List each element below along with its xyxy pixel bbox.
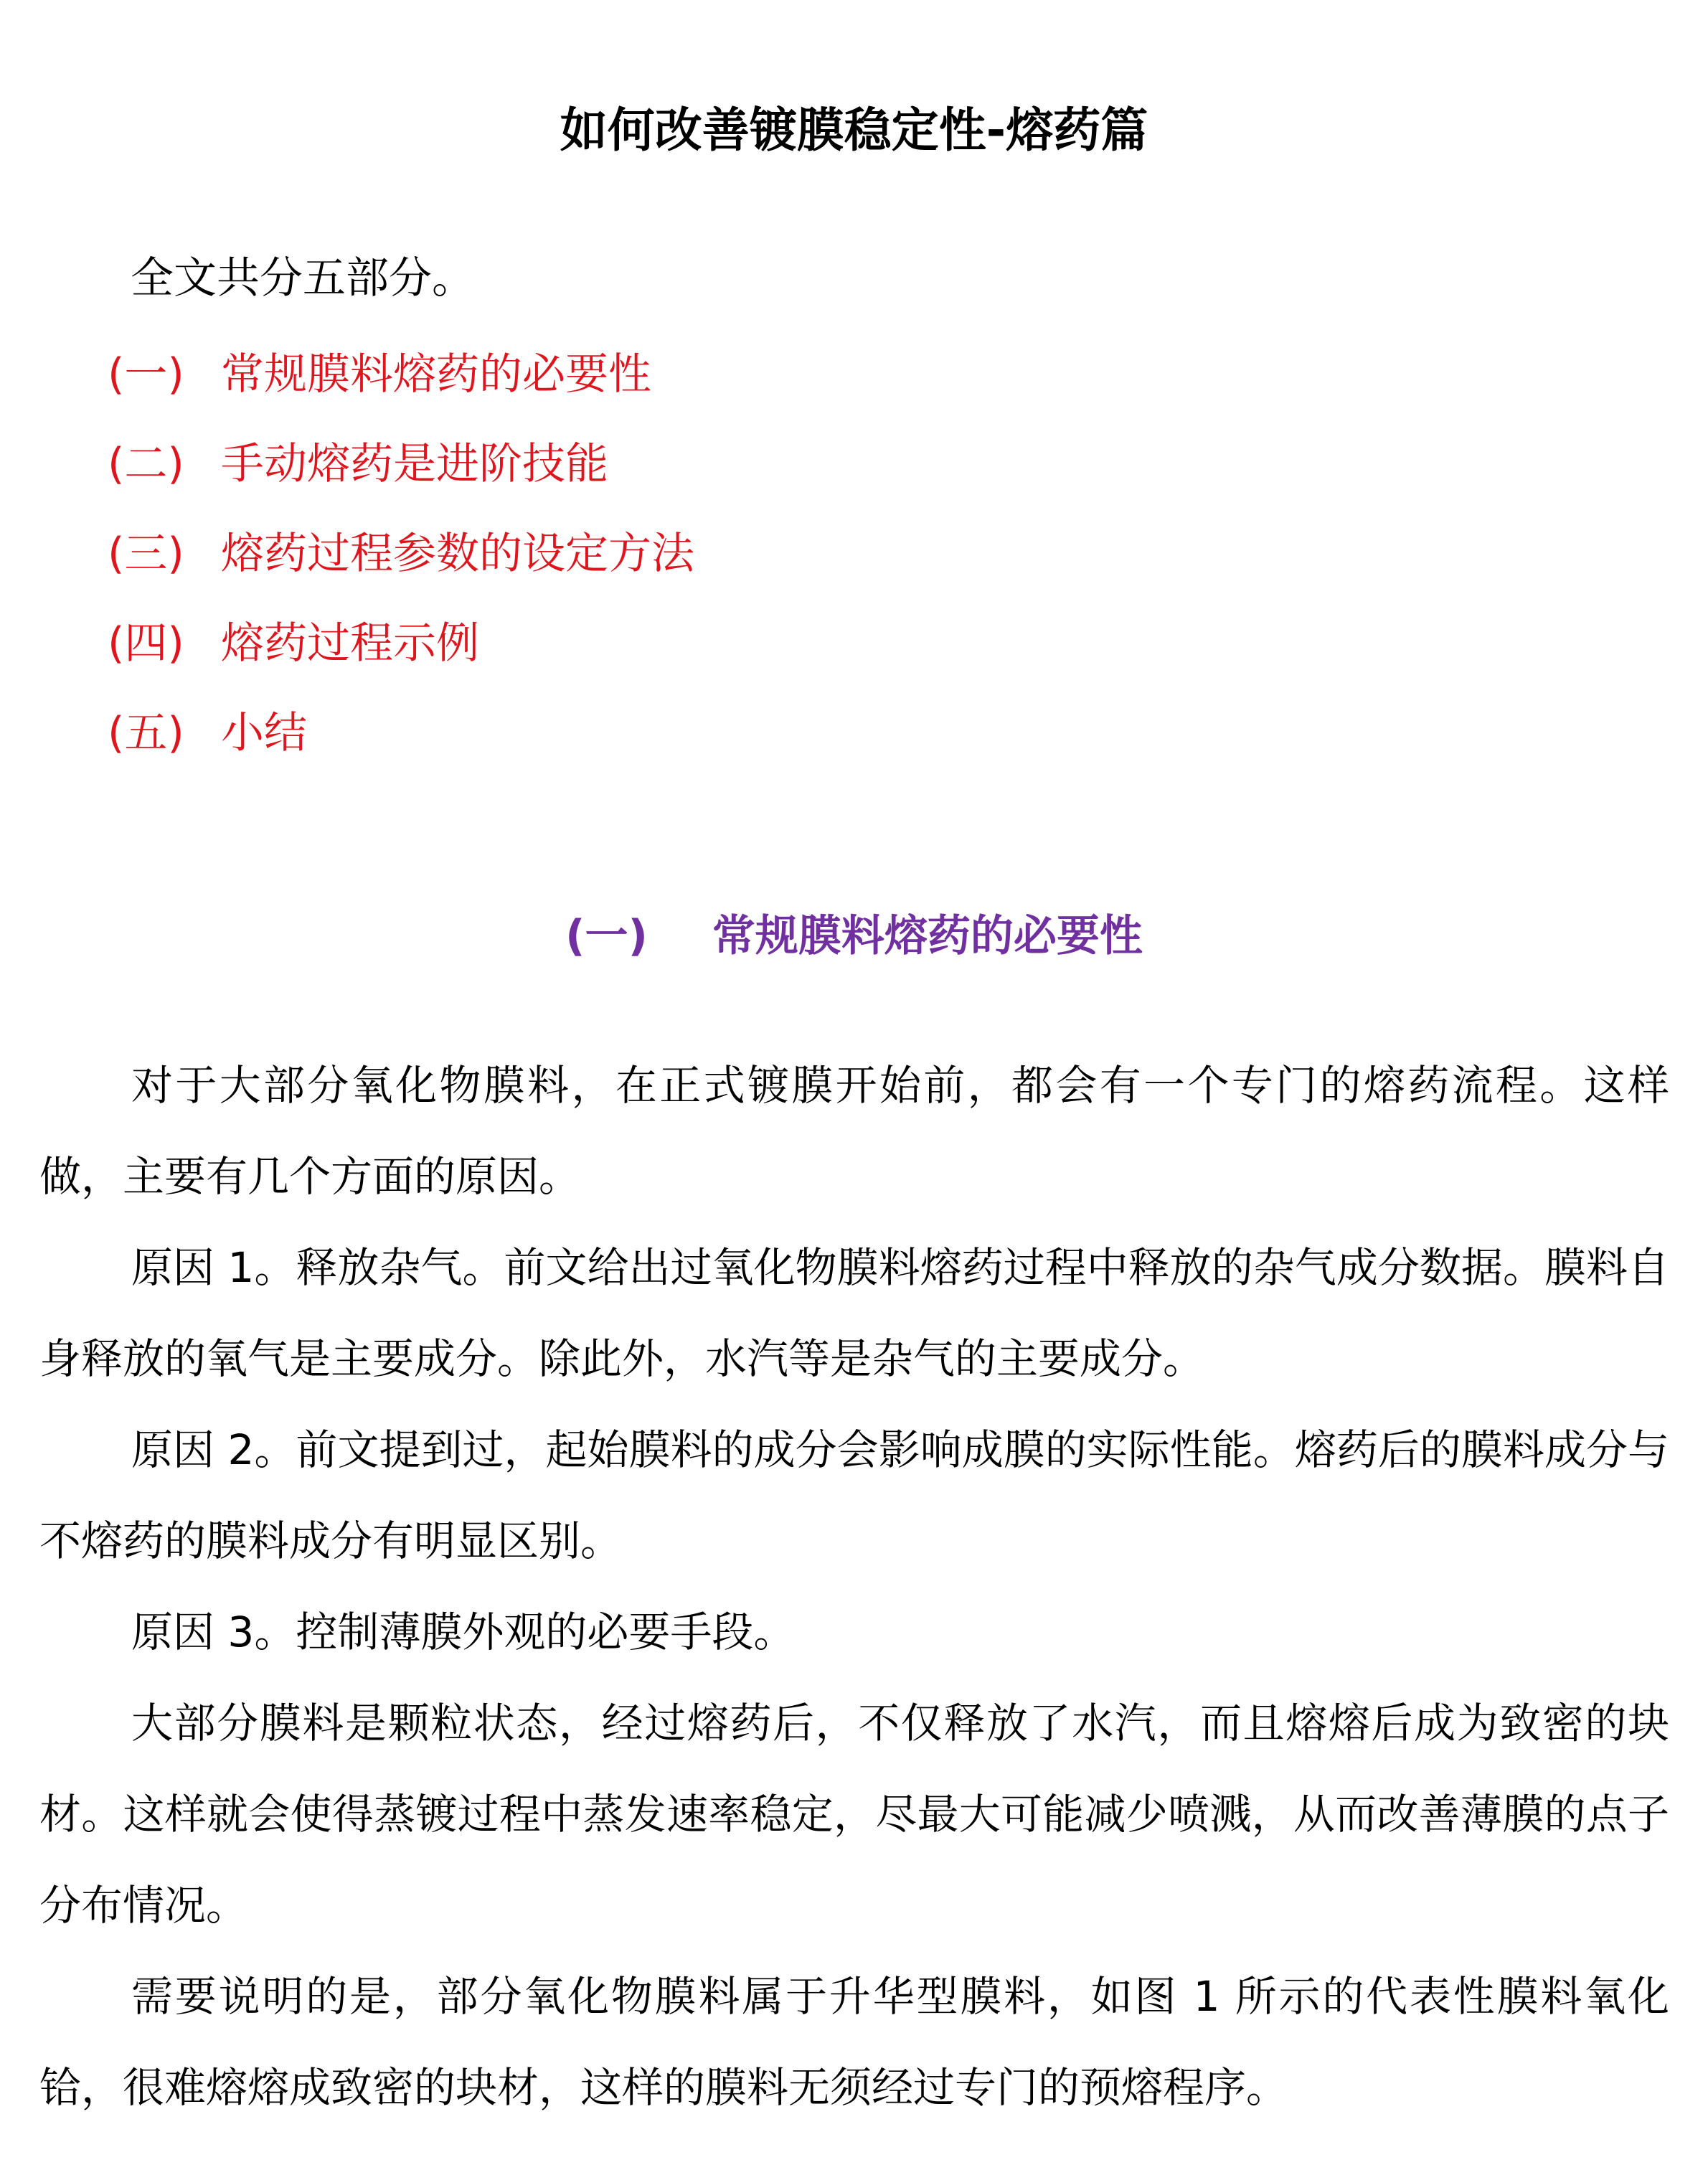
toc-item-label: 熔药过程参数的设定方法 bbox=[221, 529, 694, 579]
toc-item-4 bbox=[108, 599, 694, 689]
paragraph-reason-1: 原因 1。释放杂气。前文给出过氧化物膜料熔药过程中释放的杂气成分数据。膜料自身释放的氧气是主要成分。除此外，水汽等是杂气的主要成分。 bbox=[39, 1243, 1669, 1383]
toc-item-number: (三) bbox=[108, 529, 184, 579]
toc-item-3 bbox=[108, 509, 694, 599]
section-number: (一) bbox=[565, 910, 648, 961]
toc-item-1 bbox=[108, 330, 694, 420]
toc-item-number: (五) bbox=[108, 708, 184, 758]
paragraph-intro: 对于大部分氧化物膜料，在正式镀膜开始前，都会有一个专门的熔药流程。这样做，主要有几个方面的原因。 bbox=[39, 1061, 1669, 1201]
section-title: 常规膜料熔药的必要性 bbox=[712, 910, 1143, 961]
section-heading bbox=[0, 900, 1708, 972]
paragraph-sublimation-note: 需要说明的是，部分氧化物膜料属于升华型膜料，如图 1 所示的代表性膜料氧化铪，很难熔熔成致密的块材，这样的膜料无须经过专门的预熔程序。 bbox=[39, 1972, 1669, 2112]
toc-item-number: (一) bbox=[108, 349, 184, 400]
intro-text: 全文共分五部分。 bbox=[131, 253, 475, 303]
paragraph-reason-2: 原因 2。前文提到过，起始膜料的成分会影响成膜的实际性能。熔药后的膜料成分与不熔药的膜料成分有明显区别。 bbox=[39, 1425, 1669, 1565]
toc-item-number: (二) bbox=[108, 439, 184, 489]
paragraph-reason-3: 原因 3。控制薄膜外观的必要手段。 bbox=[131, 1608, 796, 1656]
toc-item-label: 手动熔药是进阶技能 bbox=[221, 439, 608, 489]
toc-item-label: 熔药过程示例 bbox=[221, 618, 479, 669]
toc-item-number: (四) bbox=[108, 618, 184, 669]
toc-item-5 bbox=[108, 689, 694, 778]
document-title: 如何改善镀膜稳定性-熔药篇 bbox=[560, 103, 1148, 159]
toc-item-label: 常规膜料熔药的必要性 bbox=[221, 349, 651, 400]
toc-item-label: 小结 bbox=[221, 708, 307, 758]
paragraph-granular-material: 大部分膜料是颗粒状态，经过熔药后，不仅释放了水汽，而且熔熔后成为致密的块材。这样就会使得蒸镀过程中蒸发速率稳定，尽最大可能减少喷溅，从而改善薄膜的点子分布情况。 bbox=[39, 1699, 1669, 1930]
table-of-contents bbox=[108, 330, 694, 778]
toc-item-2 bbox=[108, 420, 694, 509]
section-body bbox=[39, 1040, 1669, 2133]
